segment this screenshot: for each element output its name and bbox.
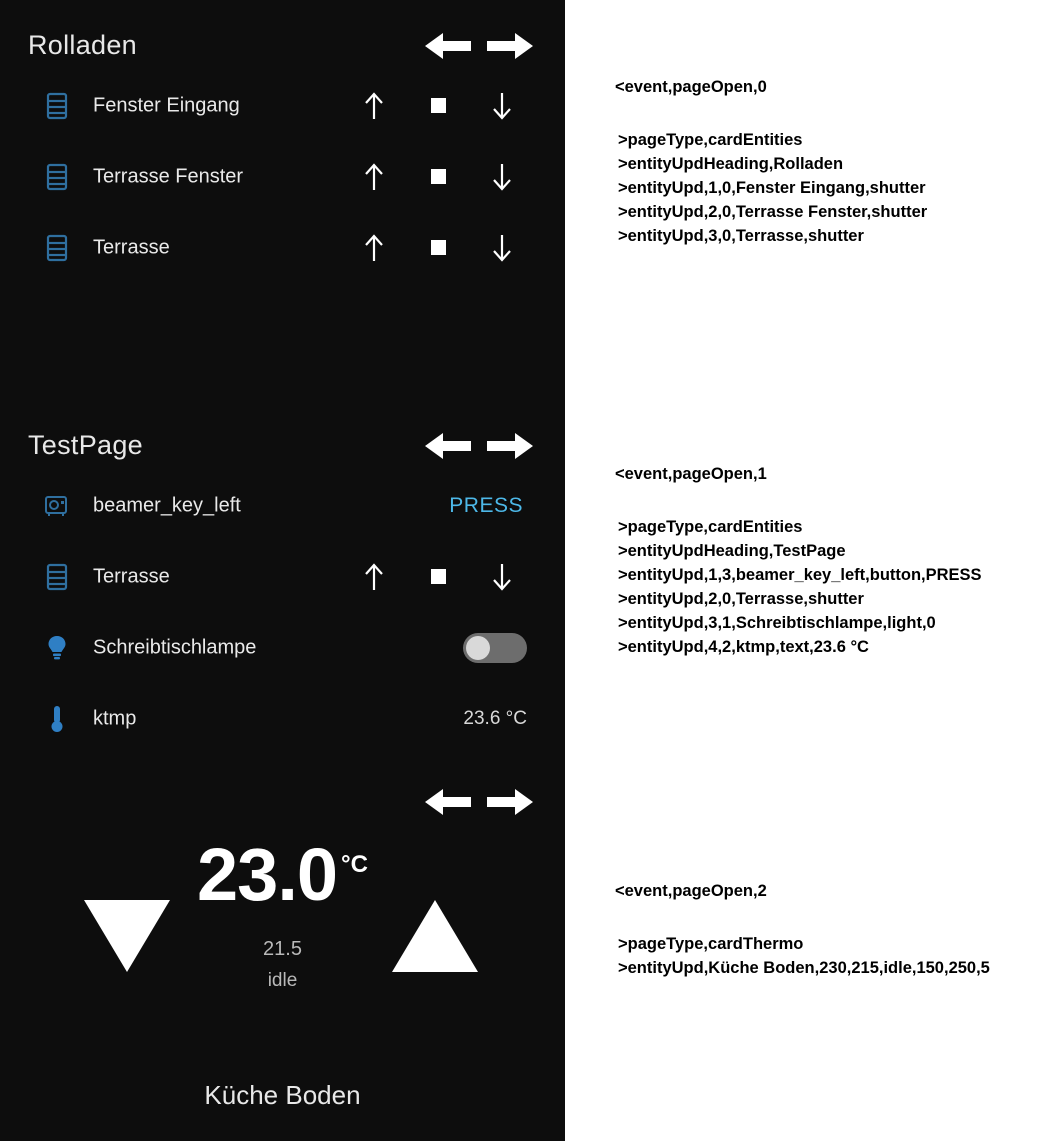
log-line: >entityUpd,2,0,Terrasse,shutter — [618, 590, 864, 608]
nav-arrows — [423, 428, 543, 468]
log-lines — [618, 515, 982, 659]
stop-square-icon[interactable] — [420, 231, 456, 265]
shutter-icon — [42, 562, 72, 592]
current-temperature-value: 23.0 — [197, 833, 338, 916]
entity-name: Schreibtischlampe — [93, 636, 257, 658]
log-line: >entityUpd,1,3,beamer_key_left,button,PRESS — [618, 566, 982, 584]
log-line: >entityUpdHeading,Rolladen — [618, 155, 844, 173]
card-thermo — [0, 760, 565, 1141]
entity-row[interactable] — [0, 212, 565, 283]
target-temperature: 21.5 — [263, 938, 302, 960]
arrow-right-icon[interactable] — [485, 428, 535, 464]
shutter-icon — [42, 162, 72, 192]
stop-square-icon[interactable] — [420, 160, 456, 194]
entity-row[interactable] — [0, 470, 565, 541]
shutter-controls — [350, 231, 530, 265]
thermostat-name: Küche Boden — [204, 1080, 361, 1110]
entity-name: Terrasse — [93, 236, 170, 258]
log-line: >entityUpd,4,2,ktmp,text,23.6 °C — [618, 638, 869, 656]
entity-name: Terrasse — [93, 565, 170, 587]
log-line: >pageType,cardThermo — [618, 935, 804, 953]
thermostat — [0, 760, 565, 1141]
entity-name: beamer_key_left — [93, 494, 241, 516]
serial-log-panel — [565, 0, 1045, 1141]
page-header — [0, 400, 565, 470]
stop-square-icon[interactable] — [420, 89, 456, 123]
arrow-right-icon[interactable] — [485, 784, 535, 820]
entity-row[interactable] — [0, 70, 565, 141]
log-block — [615, 465, 982, 659]
shutter-icon — [42, 233, 72, 263]
bulb-icon — [42, 633, 72, 663]
arrow-up-icon[interactable] — [356, 231, 392, 265]
card-entities-testpage — [0, 400, 565, 760]
entity-name: Fenster Eingang — [93, 94, 240, 116]
log-lines — [618, 128, 927, 248]
arrow-down-icon[interactable] — [484, 89, 520, 123]
entity-row[interactable] — [0, 612, 565, 683]
log-line: >pageType,cardEntities — [618, 518, 803, 536]
log-event: <event,pageOpen,0 — [615, 78, 767, 96]
shutter-controls — [350, 160, 530, 194]
log-event: <event,pageOpen,1 — [615, 465, 767, 483]
entity-row[interactable] — [0, 683, 565, 754]
log-line: >entityUpd,3,0,Terrasse,shutter — [618, 227, 864, 245]
shutter-controls — [350, 560, 530, 594]
log-line: >entityUpd,2,0,Terrasse Fenster,shutter — [618, 203, 928, 221]
temperature-unit: °C — [341, 851, 368, 878]
arrow-left-icon[interactable] — [423, 784, 473, 820]
log-block — [615, 882, 990, 980]
arrow-left-icon[interactable] — [423, 428, 473, 464]
arrow-left-icon[interactable] — [423, 28, 473, 64]
thermometer-icon — [42, 704, 72, 734]
log-lines — [618, 932, 990, 980]
nav-arrows — [423, 784, 543, 824]
log-line: >entityUpdHeading,TestPage — [618, 542, 846, 560]
arrow-up-icon[interactable] — [356, 89, 392, 123]
projector-icon — [42, 491, 72, 521]
current-temperature — [0, 832, 565, 917]
log-block — [615, 78, 927, 248]
thermostat-state: idle — [267, 970, 298, 991]
nav-arrows — [423, 28, 543, 68]
entity-row[interactable] — [0, 541, 565, 612]
log-event: <event,pageOpen,2 — [615, 882, 767, 900]
shutter-controls — [350, 89, 530, 123]
arrow-up-icon[interactable] — [356, 160, 392, 194]
log-line: >entityUpd,3,1,Schreibtischlampe,light,0 — [618, 614, 936, 632]
light-toggle[interactable] — [463, 633, 527, 663]
toggle-knob — [466, 636, 490, 660]
log-line: >pageType,cardEntities — [618, 131, 803, 149]
arrow-down-icon[interactable] — [484, 160, 520, 194]
entity-value: 23.6 °C — [463, 707, 527, 729]
entity-name: ktmp — [93, 707, 137, 729]
shutter-icon — [42, 91, 72, 121]
arrow-down-icon[interactable] — [484, 560, 520, 594]
arrow-right-icon[interactable] — [485, 28, 535, 64]
page-title: TestPage — [28, 430, 143, 460]
log-line: >entityUpd,1,0,Fenster Eingang,shutter — [618, 179, 926, 197]
entity-row[interactable] — [0, 141, 565, 212]
press-button[interactable]: PRESS — [449, 493, 523, 517]
log-line: >entityUpd,Küche Boden,230,215,idle,150,250,5 — [618, 959, 990, 977]
page-title: Rolladen — [28, 30, 137, 60]
arrow-down-icon[interactable] — [484, 231, 520, 265]
entity-name: Terrasse Fenster — [93, 165, 244, 187]
page-header — [0, 0, 565, 70]
arrow-up-icon[interactable] — [356, 560, 392, 594]
card-entities-rolladen — [0, 0, 565, 400]
stop-square-icon[interactable] — [420, 560, 456, 594]
